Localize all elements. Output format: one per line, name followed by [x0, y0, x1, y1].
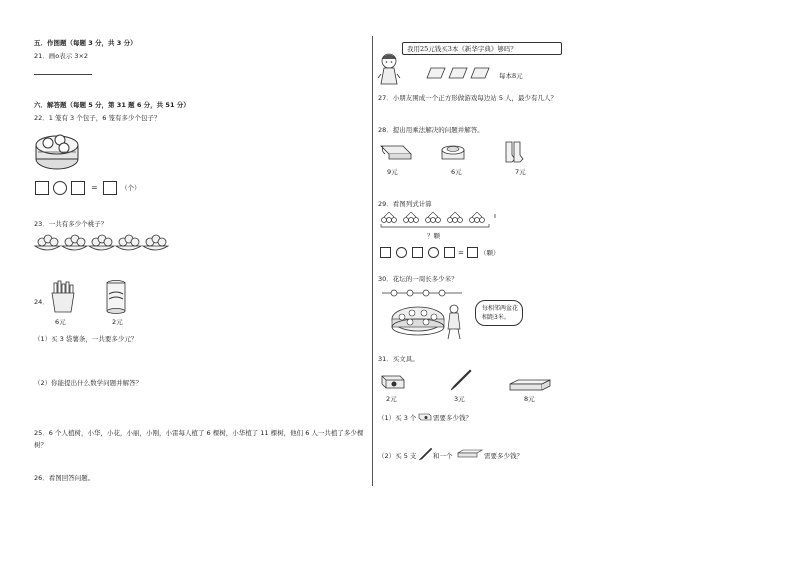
question-31-part2-b: 和一个: [433, 452, 453, 460]
eq29-equals: =: [458, 249, 464, 257]
operator-circle[interactable]: [53, 181, 67, 195]
fries-image: [48, 281, 78, 313]
peach-plates-image: [34, 232, 174, 254]
flower-bed-bubble-text: 每相邻两盆花相距3米。: [482, 305, 519, 321]
small-pen-icon: [418, 447, 432, 461]
answer-box-1[interactable]: [35, 181, 49, 195]
price-towel: 9元: [387, 168, 398, 176]
socks-image: [503, 140, 525, 164]
question-26: 26．看图回答问题。: [34, 474, 95, 482]
cherries-image: [380, 210, 500, 224]
towel-image: [379, 142, 413, 162]
small-sharpener-icon: [418, 411, 432, 421]
question-25: 25．6 个人植树，小华，小花，小丽，小刚，小雷每人植了 6 棵树，小华植了 11 棵树，他们 6 人一共植了多少棵树？: [34, 429, 364, 449]
question-24-part2: （2）你能提出什么数学问题并解答？: [34, 379, 143, 387]
eq29-circle-1[interactable]: [396, 247, 407, 258]
equals-sign: =: [91, 183, 98, 192]
question-31-part2-a: （2）买 5 支: [378, 452, 417, 460]
price-pen: 3元: [454, 395, 465, 403]
pencil-sharpener-image: [380, 370, 406, 390]
question-24-part1: （1）买 3 袋薯条，一共要多少元？: [34, 335, 138, 343]
brace-line: [380, 224, 490, 230]
drink-can-image: [105, 280, 127, 314]
question-24-number: 24．: [34, 298, 49, 306]
speech-text: 我用25元钱买3本《新华字典》够吗？: [407, 45, 517, 53]
eq29-unit: （颗）: [480, 249, 500, 257]
unit-label: （个）: [121, 184, 141, 192]
eq29-box-3[interactable]: [444, 247, 455, 258]
price-pencil-case: 8元: [524, 395, 535, 403]
small-pencil-case-icon: [457, 449, 483, 459]
question-29: 29．看图列式计算: [378, 200, 432, 208]
section5-title: 五．作图题（每题 3 分，共 3 分）: [34, 39, 137, 47]
pen-image: [448, 368, 472, 392]
section6-title: 六．解答题（每题 5 分，第 31 题 6 分，共 51 分）: [34, 101, 190, 109]
soap-box-image: [440, 142, 468, 162]
eq29-box-1[interactable]: [380, 247, 391, 258]
speech-bubble: [402, 42, 562, 55]
price-sharpener: 2元: [386, 395, 397, 403]
eq29-box-2[interactable]: [412, 247, 423, 258]
girl-image: [378, 52, 400, 86]
fries-price: 6元: [55, 318, 66, 326]
price-socks: 7元: [515, 168, 526, 176]
answer-box-result[interactable]: [103, 181, 117, 195]
price-soap: 6元: [451, 168, 462, 176]
drink-price: 2元: [112, 318, 123, 326]
book-price: 每本8元: [499, 72, 523, 80]
pencil-case-image: [508, 378, 552, 392]
flower-bed-image: [380, 285, 472, 341]
flower-bed-speech-bubble: [475, 300, 523, 326]
column-divider: [372, 36, 373, 486]
eq29-result-box[interactable]: [467, 247, 478, 258]
question-27: 27．小朋友围成一个正方形做游戏每边站 5 人，最少有几人？: [378, 94, 558, 102]
answer-line: [34, 74, 92, 75]
question-31-part2-c: 需要多少钱？: [484, 452, 523, 460]
question-31-part1-b: 需要多少钱？: [433, 414, 472, 422]
question-31: 31．买文具。: [378, 355, 419, 363]
eq29-circle-2[interactable]: [428, 247, 439, 258]
dictionaries-image: [425, 66, 495, 80]
question-23: 23．一共有多少个桃子？: [34, 220, 108, 228]
question-22: 22．1 笼有 3 个包子，6 笼有多少个包子？: [34, 114, 161, 122]
cherries-total-label: ？颗: [427, 232, 440, 240]
answer-box-2[interactable]: [71, 181, 85, 195]
question-30: 30．花坛的一周长多少米？: [378, 275, 458, 283]
question-28: 28．提出用乘法解决的问题并解答。: [378, 126, 484, 134]
steamer-bun-image: [34, 127, 80, 171]
question-21: 21．画o表示 3×2: [34, 52, 89, 60]
question-31-part1-a: （1）买 3 个: [378, 414, 417, 422]
